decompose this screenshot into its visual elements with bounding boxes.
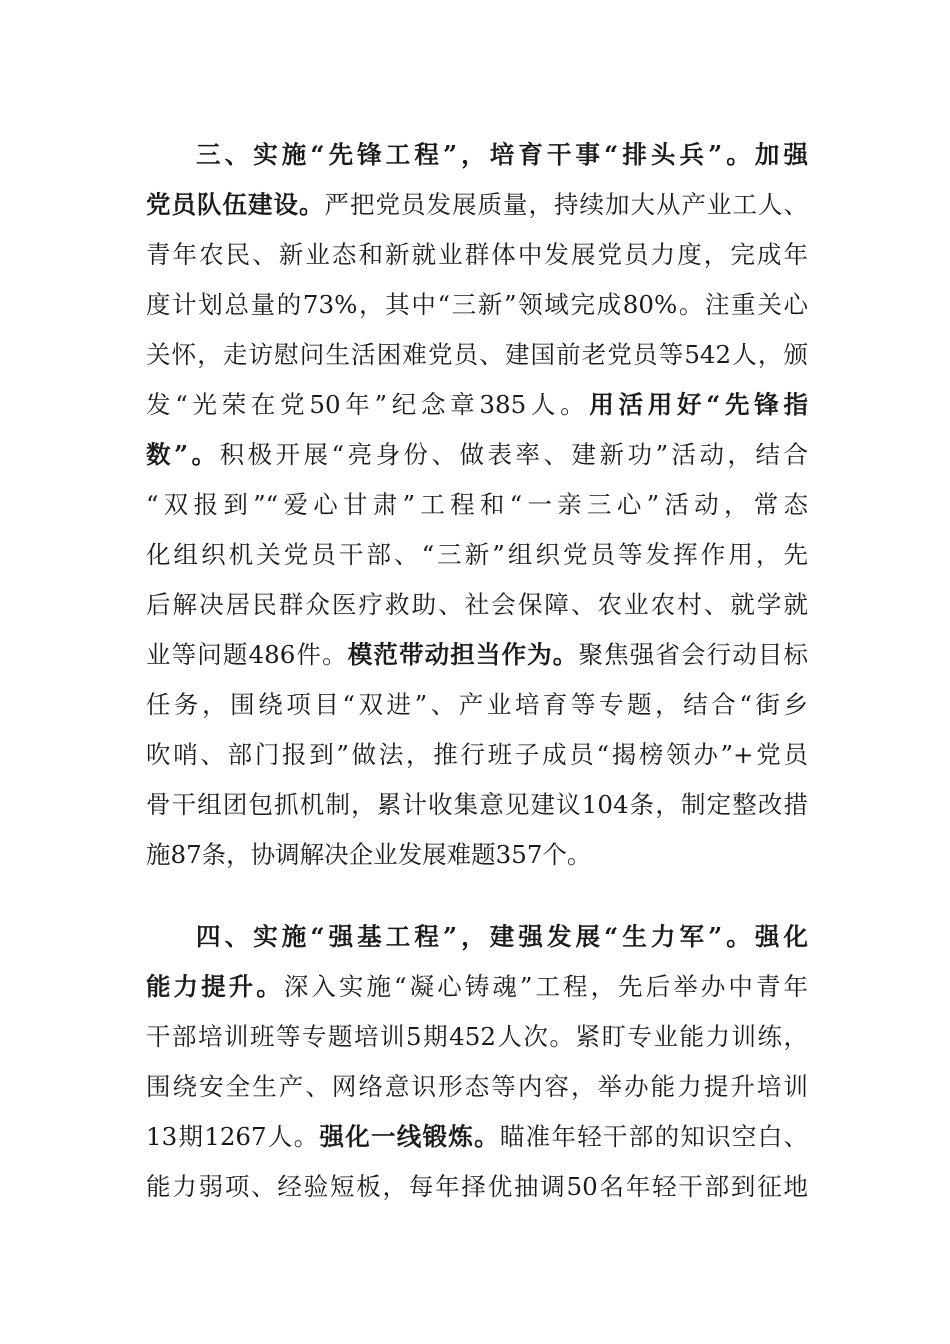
- text-line: [146, 1112, 808, 1162]
- bold-heading-text: 能力提升。: [146, 972, 284, 1001]
- body-text: 深入实施“凝心铸魂”工程，先后举办中青年: [283, 972, 808, 1001]
- text-line: [146, 380, 808, 430]
- section-3-paragraph: [146, 130, 808, 880]
- bold-heading-text: 数”。: [146, 440, 220, 469]
- bold-heading-text: 四、实施“强基工程”，建强发展“生力军”。强化: [196, 922, 808, 951]
- text-line: [146, 912, 808, 962]
- bold-heading-text: 强化一线锻炼。: [319, 1122, 500, 1151]
- body-text: 关怀，走访慰问生活困难党员、建国前老党员等542人，颁: [146, 340, 808, 369]
- text-line: [146, 830, 808, 880]
- text-line: [146, 1062, 808, 1112]
- text-line: [146, 730, 808, 780]
- body-text: 聚焦强省会行动目标: [578, 640, 809, 669]
- bold-heading-text: 模范带动担当作为。: [347, 640, 579, 669]
- text-line: [146, 680, 808, 730]
- text-line: [146, 180, 808, 230]
- body-text: 后解决居民群众医疗救助、社会保障、农业农村、就学就: [146, 590, 808, 619]
- body-text: 度计划总量的73%，其中“三新”领域完成80%。注重关心: [146, 290, 808, 319]
- body-text: 严把党员发展质量，持续加大从产业工人、: [324, 190, 808, 219]
- body-text: 青年农民、新业态和新就业群体中发展党员力度，完成年: [146, 240, 808, 269]
- bold-heading-text: 党员队伍建设。: [146, 190, 325, 219]
- body-text: 干部培训班等专题培训5期452人次。紧盯专业能力训练，: [146, 1022, 808, 1051]
- body-text: 化组织机关党员干部、“三新”组织党员等发挥作用，先: [146, 540, 808, 569]
- text-line: [146, 1162, 808, 1212]
- bold-heading-text: 三、实施“先锋工程”，培育干事“排头兵”。加强: [196, 140, 808, 169]
- body-text: 能力弱项、经验短板，每年择优抽调50名年轻干部到征地: [146, 1172, 808, 1201]
- text-line: [146, 480, 808, 530]
- section-4-paragraph: [146, 912, 808, 1212]
- text-line: [146, 430, 808, 480]
- body-text: 积极开展“亮身份、做表率、建新功”活动，结合: [219, 440, 808, 469]
- text-line: [146, 962, 808, 1012]
- text-line: [146, 280, 808, 330]
- text-line: [146, 630, 808, 680]
- body-text: 骨干组团包抓机制，累计收集意见建议104条，制定整改措: [146, 790, 808, 819]
- body-text: 发“光荣在党50年”纪念章385人。: [146, 390, 590, 419]
- text-line: [146, 1012, 808, 1062]
- text-line: [146, 130, 808, 180]
- body-text: 瞄准年轻干部的知识空白、: [499, 1122, 808, 1151]
- text-line: [146, 580, 808, 630]
- body-text: 围绕安全生产、网络意识形态等内容，举办能力提升培训: [146, 1072, 808, 1101]
- body-text: 吹哨、部门报到”做法，推行班子成员“揭榜领办”+党员: [146, 740, 808, 769]
- body-text: 施87条，协调解决企业发展难题357个。: [146, 840, 592, 869]
- text-line: [146, 230, 808, 280]
- text-line: [146, 330, 808, 380]
- body-text: 业等问题486件。: [146, 640, 348, 669]
- body-text: “双报到”“爱心甘肃”工程和“一亲三心”活动，常态: [146, 490, 808, 519]
- body-text: 任务，围绕项目“双进”、产业培育等专题，结合“街乡: [146, 690, 808, 719]
- text-line: [146, 530, 808, 580]
- bold-heading-text: 用活用好“先锋指: [589, 390, 808, 419]
- text-line: [146, 780, 808, 830]
- body-text: 13期1267人。: [146, 1122, 320, 1151]
